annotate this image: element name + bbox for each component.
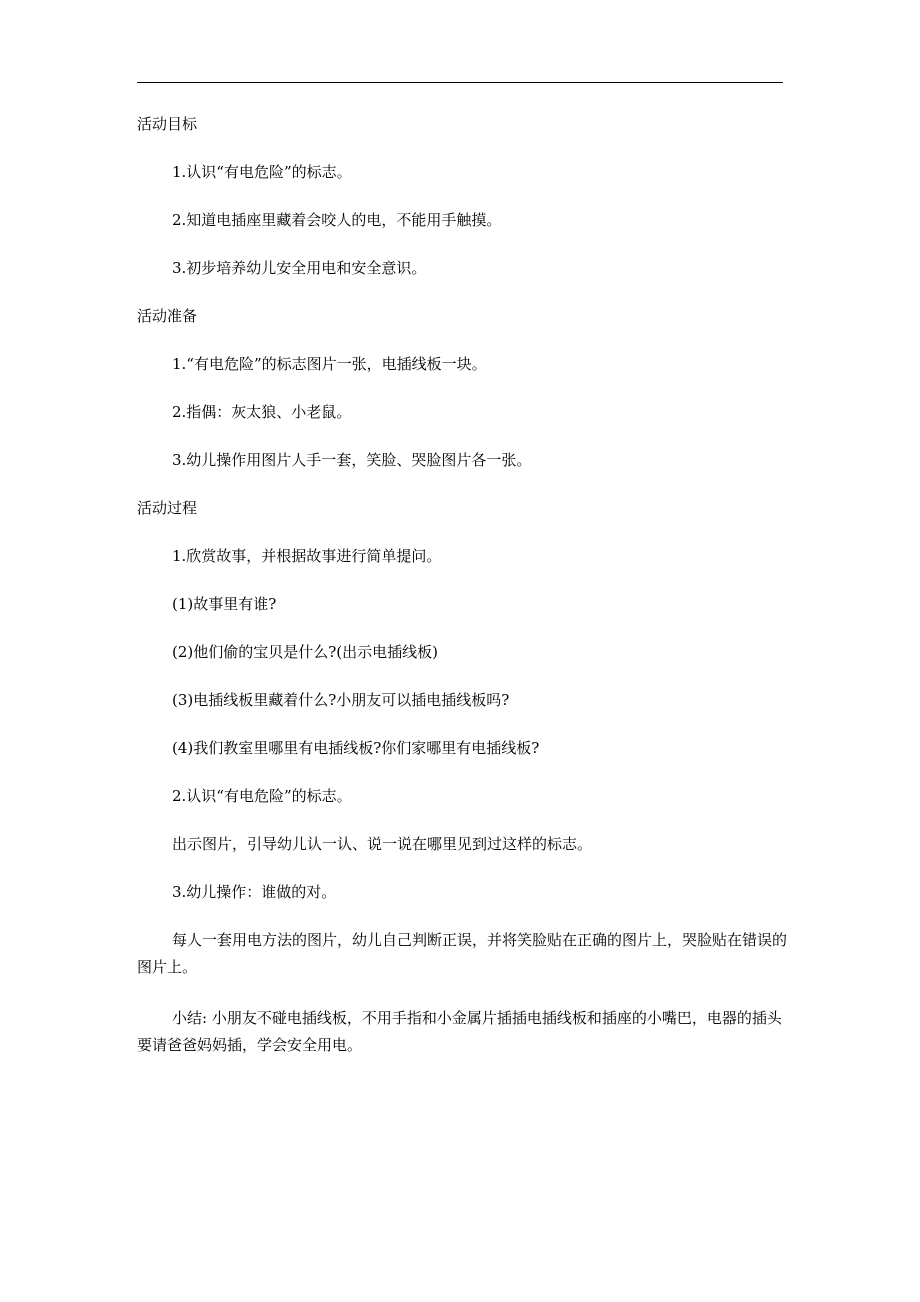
process-item-3: 3.幼儿操作：谁做的对。 (172, 883, 337, 901)
goal-item-2: 2.知道电插座里藏着会咬人的电，不能用手触摸。 (172, 211, 502, 229)
section-heading-goals: 活动目标 (137, 115, 198, 133)
preparation-item-3: 3.幼儿操作用图片人手一套，笑脸、哭脸图片各一张。 (172, 451, 532, 469)
process-question-4: (4)我们教室里哪里有电插线板?你们家哪里有电插线板? (172, 739, 540, 757)
section-heading-preparation: 活动准备 (137, 307, 198, 325)
header-rule (137, 82, 783, 83)
process-question-2: (2)他们偷的宝贝是什么?(出示电插线板) (172, 643, 438, 661)
summary-paragraph: 小结: 小朋友不碰电插线板，不用手指和小金属片插插电插线板和插座的小嘴巴，电器的插头要请爸爸妈妈插，学会安全用电。 (137, 1009, 782, 1054)
process-question-3: (3)电插线板里藏着什么?小朋友可以插电插线板吗? (172, 691, 510, 709)
goal-item-1: 1.认识“有电危险”的标志。 (172, 163, 352, 181)
process-show-picture: 出示图片，引导幼儿认一认、说一说在哪里见到过这样的标志。 (172, 835, 593, 853)
operation-paragraph: 每人一套用电方法的图片，幼儿自己判断正误，并将笑脸贴在正确的图片上，哭脸贴在错误的图片上。 (137, 931, 788, 976)
goal-item-3: 3.初步培养幼儿安全用电和安全意识。 (172, 259, 427, 277)
preparation-item-1: 1.“有电危险”的标志图片一张，电插线板一块。 (172, 355, 487, 373)
process-question-1: (1)故事里有谁? (172, 595, 277, 613)
preparation-item-2: 2.指偶：灰太狼、小老鼠。 (172, 403, 352, 421)
section-heading-process: 活动过程 (137, 499, 198, 517)
process-item-1: 1.欣赏故事，并根据故事进行简单提问。 (172, 547, 442, 565)
process-item-2: 2.认识“有电危险”的标志。 (172, 787, 352, 805)
